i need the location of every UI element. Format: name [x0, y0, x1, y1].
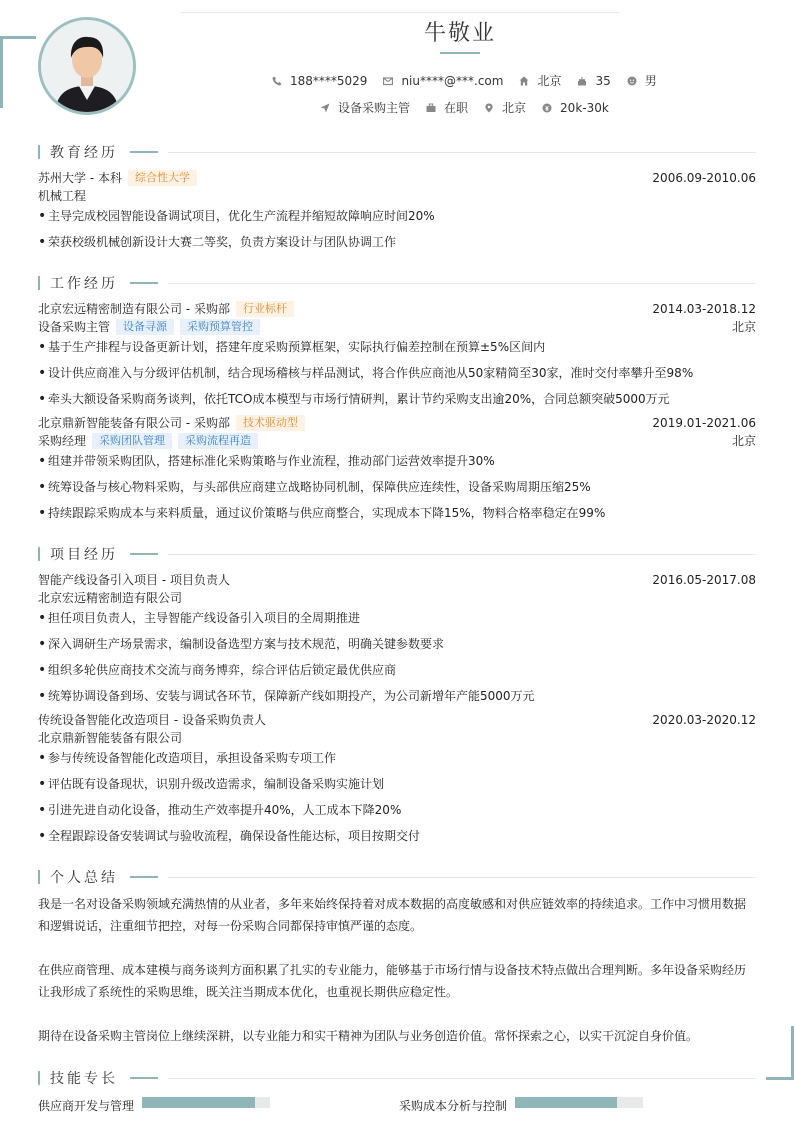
list-item: • 设计供应商准入与分级评估机制，结合现场稽核与样品测试，将合作供应商池从50家精简至30家，准时交付率攀升至98% [38, 364, 756, 381]
work-period: 2019.01-2021.06 [652, 415, 756, 430]
section-rule [168, 152, 756, 153]
list-item: • 荣获校级机械创新设计大赛二等奖，负责方案设计与团队协调工作 [38, 233, 756, 250]
city-item [519, 72, 561, 89]
salary-item [542, 101, 609, 115]
education-period: 2006.09-2010.06 [652, 170, 756, 185]
user-face-icon [627, 76, 637, 86]
work-location: 北京 [731, 320, 756, 334]
target-city: 北京 [502, 101, 527, 115]
section-title-text: 项目经历 [50, 547, 118, 563]
job-role: 设备采购主管 [38, 320, 111, 334]
section-rule [168, 1078, 756, 1079]
mail-icon [383, 76, 393, 86]
summary-paragraph: 我是一名对设备采购领域充满热情的从业者，多年来始终保持着对成本数据的高度敏感和对供应链效率的持续追求。工作中习惯用数据和逻辑说话，注重细节把控，对每一份采购合同都保持审慎严谨的态度。 [38, 897, 747, 933]
project-company: 北京鼎新智能装备有限公司 [38, 731, 183, 745]
list-item: • 牵头大额设备采购商务谈判，依托TCO成本模型与市场行情研判，累计节约采购支出逾20%，合同总额突破5000万元 [38, 390, 756, 407]
location-pin-icon [484, 103, 494, 113]
project-title: 智能产线设备引入项目 - 项目负责人 [38, 573, 230, 587]
section-title-text: 个人总结 [50, 870, 118, 886]
education-major-row [38, 187, 756, 204]
section-dash [130, 553, 158, 555]
skill-label [399, 1095, 507, 1114]
city-value: 北京 [537, 74, 562, 88]
skill-level-bar [142, 1097, 270, 1108]
send-icon [320, 103, 330, 113]
list-item: • 持续跟踪采购成本与来料质量，通过议价策略与供应商整合，实现成本下降15%，物料合格率稳定在99% [38, 504, 756, 521]
contact-info-row [272, 72, 673, 89]
money-icon [542, 103, 552, 113]
list-item: • 深入调研生产场景需求，编制设备选型方案与技术规范，明确关键参数要求 [38, 635, 756, 652]
employment-status: 在职 [444, 101, 469, 115]
company-name: 北京鼎新智能装备有限公司 - 采购部 [38, 416, 230, 430]
section-dash [130, 151, 158, 153]
section-work [38, 273, 756, 293]
section-education [38, 142, 756, 162]
skill-name: 供应商开发与管理 [38, 1099, 135, 1113]
top-divider [180, 12, 620, 13]
email-address: niu****@***.com [401, 73, 504, 88]
section-dash [130, 876, 158, 878]
section-summary [38, 867, 756, 887]
section-bar [38, 870, 40, 884]
section-title-text: 技能专长 [50, 1071, 118, 1087]
work-entry-header [38, 414, 756, 431]
phone-item [272, 74, 367, 88]
skill-label [38, 1095, 134, 1114]
list-item: • 参与传统设备智能化改造项目，承担设备采购专项工作 [38, 749, 756, 766]
section-rule [168, 554, 756, 555]
skill-tag: 采购流程再造 [178, 433, 258, 449]
work-entry-header [38, 300, 756, 317]
work-role-row [38, 318, 756, 335]
section-bar [38, 145, 40, 159]
job-role: 采购经理 [38, 434, 87, 448]
summary-paragraph: 在供应商管理、成本建模与商务谈判方面积累了扎实的专业能力，能够基于市场行情与设备技术特点做出合理判断。多年设备采购经历让我形成了系统性的采购思维，既关注当期成本优化，也重视长期供应稳定性。 [38, 963, 747, 999]
list-item: • 主导完成校园智能设备调试项目，优化生产流程并缩短故障响应时间20% [38, 207, 756, 224]
section-rule [168, 877, 756, 878]
briefcase-icon [426, 103, 436, 113]
target-position: 设备采购主管 [338, 101, 411, 115]
list-item: • 评估既有设备现状，识别升级改造需求，编制设备采购实施计划 [38, 775, 756, 792]
status-item [426, 99, 468, 116]
age-value: 35 [595, 73, 611, 88]
target-city-item [484, 99, 526, 116]
list-item: • 统筹协调设备到场、安装与调试各环节，保障新产线如期投产，为公司新增年产能5000万元 [38, 687, 756, 704]
skill-level-fill [142, 1097, 255, 1108]
company-tag: 技术驱动型 [236, 415, 305, 431]
project-period: 2016.05-2017.08 [652, 572, 756, 587]
list-item: • 组织多轮供应商技术交流与商务博弈，综合评估后锁定最优供应商 [38, 661, 756, 678]
project-entry-header [38, 711, 756, 728]
candidate-name: 牛敬业 [423, 21, 496, 46]
education-entry-header [38, 169, 756, 186]
list-item: • 基于生产排程与设备更新计划，搭建年度采购预算框架，实际执行偏差控制在预算±5%区间内 [38, 338, 756, 355]
age-item [577, 74, 610, 88]
list-item: • 统筹设备与核心物料采购，与头部供应商建立战略协同机制，保障供应连续性，设备采购周期压缩25% [38, 478, 756, 495]
corner-decoration-bottom-right [766, 1077, 794, 1080]
summary-paragraph: 期待在设备采购主管岗位上继续深耕，以专业能力和实干精神为团队与业务创造价值。常怀探索之心，以实干沉淀自身价值。 [38, 1029, 699, 1043]
phone-number: 188****5029 [290, 73, 368, 88]
project-company: 北京宏远精密制造有限公司 [38, 591, 183, 605]
list-item: • 组建并带领采购团队，搭建标准化采购策略与作业流程，推动部门运营效率提升30% [38, 452, 756, 469]
list-item: • 担任项目负责人，主导智能产线设备引入项目的全周期推进 [38, 609, 756, 626]
list-item: • 全程跟踪设备安装调试与验收流程，确保设备性能达标，项目按期交付 [38, 827, 756, 844]
skill-tag: 采购团队管理 [92, 433, 172, 449]
major: 机械工程 [38, 189, 87, 203]
section-skills [38, 1068, 756, 1088]
phone-icon [272, 76, 282, 86]
section-projects [38, 544, 756, 564]
gender-item [627, 72, 657, 89]
skill-level-bar [515, 1097, 643, 1108]
section-title-text: 工作经历 [50, 276, 118, 292]
project-entry-header [38, 571, 756, 588]
section-bar [38, 1071, 40, 1085]
cake-icon [577, 76, 587, 86]
section-bar [38, 547, 40, 561]
section-title-text: 教育经历 [50, 145, 118, 161]
company-tag: 行业标杆 [236, 301, 294, 317]
project-period: 2020.03-2020.12 [652, 712, 756, 727]
company-name: 北京宏远精密制造有限公司 - 采购部 [38, 302, 230, 316]
school-name: 苏州大学 - 本科 [38, 171, 122, 185]
target-position-item [320, 99, 410, 116]
section-dash [130, 282, 158, 284]
project-company-row [38, 729, 756, 746]
email-item [383, 74, 503, 88]
school-tag: 综合性大学 [128, 170, 197, 186]
home-icon [519, 76, 529, 86]
name-underline [440, 52, 480, 54]
list-item: • 引进先进自动化设备，推动生产效率提升40%，人工成本下降20% [38, 801, 756, 818]
section-rule [168, 283, 756, 284]
skill-tag: 设备寻源 [116, 319, 174, 335]
work-role-row [38, 432, 756, 449]
project-title: 传统设备智能化改造项目 - 设备采购负责人 [38, 713, 266, 727]
skill-name: 采购成本分析与控制 [399, 1099, 508, 1113]
section-bar [38, 276, 40, 290]
job-intention-row [320, 99, 625, 116]
work-location: 北京 [731, 434, 756, 448]
gender-value: 男 [644, 74, 657, 88]
skill-tag: 采购预算管控 [180, 319, 260, 335]
work-period: 2014.03-2018.12 [652, 301, 756, 316]
project-company-row [38, 589, 756, 606]
expected-salary: 20k-30k [560, 100, 609, 115]
skill-level-fill [515, 1097, 617, 1108]
section-dash [130, 1077, 158, 1079]
